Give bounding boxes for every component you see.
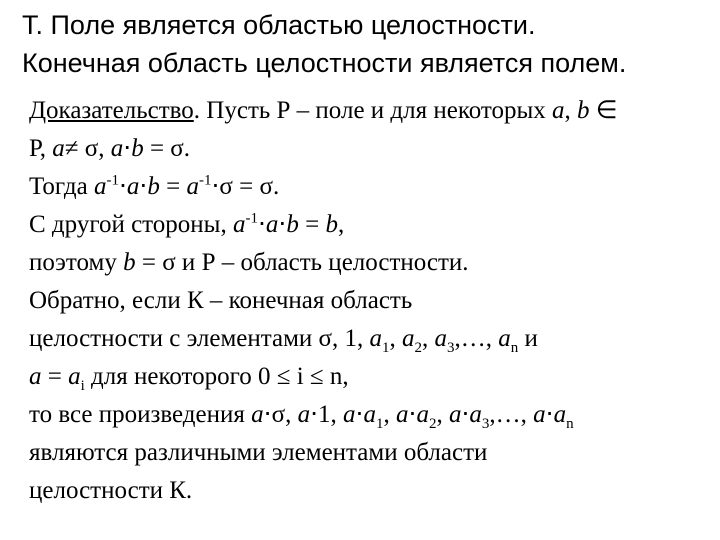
proof-body (29, 92, 714, 510)
proof-line-2: Р, a≠ σ, a⋅b = σ. (29, 135, 191, 162)
proof-line-11: целостности К. (29, 477, 193, 504)
theorem-line-2: Конечная область целостности является полем. (22, 48, 627, 78)
proof-line-6: Обратно, если К – конечная область (29, 287, 413, 314)
theorem-label: Т (22, 10, 36, 40)
proof-line-7: целостности с элементами σ, 1, $a_1$, $a_2$, $a_3,\dots$, $a_n$ и (29, 325, 538, 356)
proof-line-10: являются различными элементами области (29, 439, 488, 466)
proof-line-5: поэтому b = σ и Р – область целостности. (29, 249, 469, 276)
theorem-line-1: Т. Поле является областью целостности. (22, 10, 536, 40)
theorem-statement (22, 6, 712, 82)
proof-title: Доказательство (29, 97, 194, 124)
proof-line-1: Доказательство. Пусть Р – поле и для некоторых a, b ∈ (29, 97, 618, 124)
proof-line-3: Тогда $a^{-1}\cdot a\cdot b = a^{-1}\cdot\sigma = \sigma$. (29, 172, 280, 200)
proof-line-9: то все произведения a⋅σ, a⋅1, $a\cdot a_1$, $a\cdot a_2$, $a\cdot a_3,\dots$, $a\cdot a_n$ (29, 401, 574, 432)
proof-line-8: $a = a_i$ для некоторого 0 ≤ i ≤ n, (29, 363, 349, 394)
proof-line-4: С другой стороны, $a^{-1}\cdot a\cdot b = b$, (29, 210, 345, 238)
